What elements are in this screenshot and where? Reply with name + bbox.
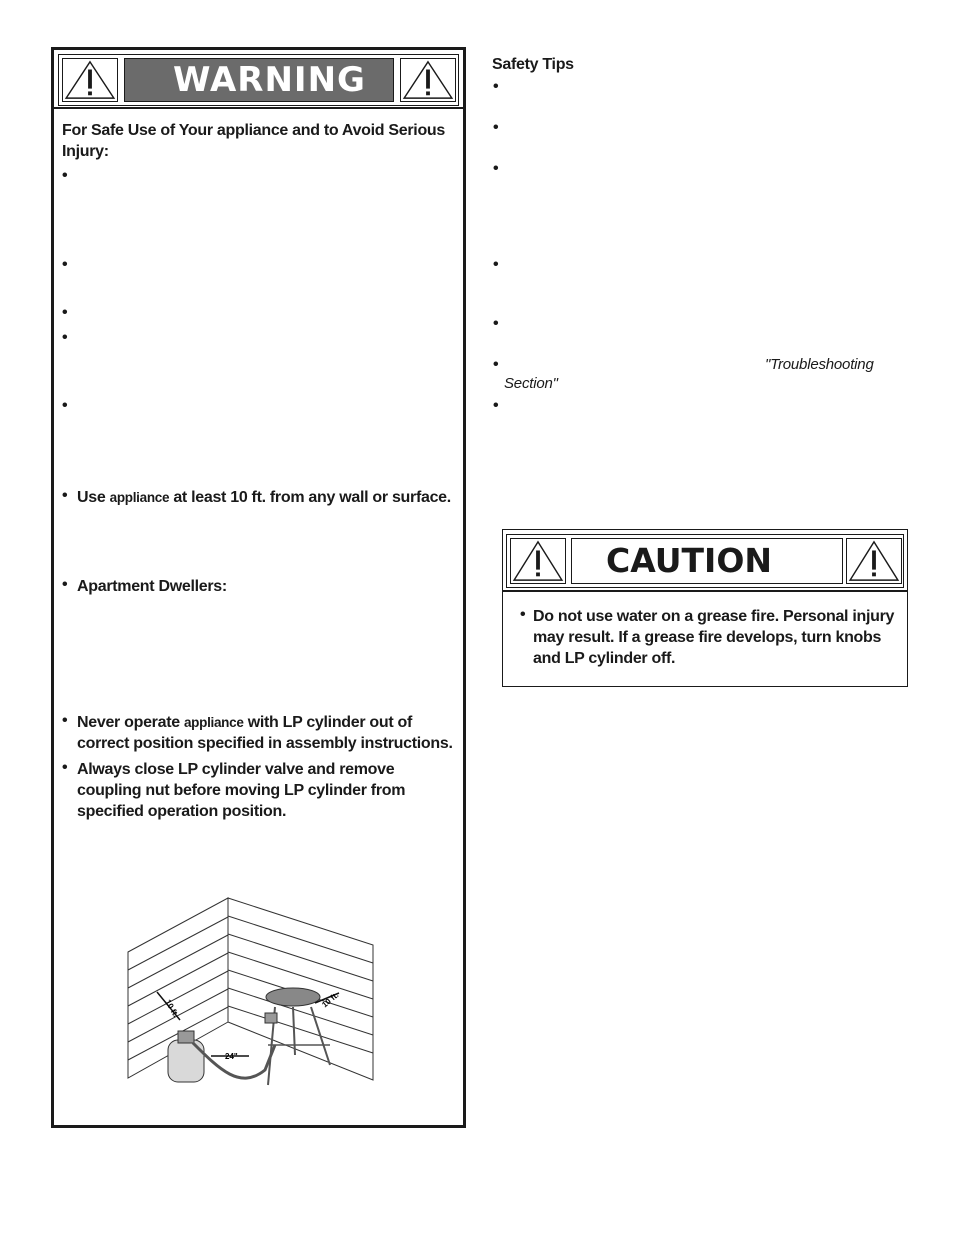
caution-title: CAUTION <box>571 538 843 584</box>
bullet-marker: • <box>493 315 499 332</box>
caution-header <box>506 534 904 588</box>
warning-bullet: Never operate appliance with LP cylinder out of correct position specified in assembly instructions. <box>77 714 453 752</box>
warning-bullet: Always close LP cylinder valve and remove coupling nut before moving LP cylinder from specified operation position. <box>77 761 406 820</box>
bullet-marker: • <box>62 712 68 729</box>
warning-bullet: Apartment Dwellers: <box>77 578 227 595</box>
bullet-marker: • <box>62 304 68 321</box>
bullet-marker: • <box>493 160 499 177</box>
bullet-marker: • <box>493 119 499 136</box>
hose-distance-label: 24" <box>225 1052 238 1061</box>
warning-triangle-icon <box>400 58 456 102</box>
bullet-marker: • <box>493 356 499 373</box>
divider <box>54 107 463 109</box>
bullet-marker: • <box>493 256 499 273</box>
bullet-marker: • <box>62 167 68 184</box>
caution-panel <box>502 529 908 687</box>
warning-triangle-icon <box>846 538 902 584</box>
bullet-marker: • <box>62 329 68 346</box>
warning-intro: For Safe Use of Your appliance and to Avoid Serious Injury: <box>62 122 445 160</box>
warning-triangle-icon <box>62 58 118 102</box>
warning-bullet: Use appliance at least 10 ft. from any wall or surface. <box>77 489 451 506</box>
bullet-marker: • <box>62 759 68 776</box>
bullet-marker: • <box>62 576 68 593</box>
back-distance-label: 10 ft. <box>320 990 341 1010</box>
bullet-marker: • <box>493 397 499 414</box>
bullet-marker: • <box>520 606 526 623</box>
warning-header <box>58 54 459 106</box>
caution-text: Do not use water on a grease fire. Personal injury may result. If a grease fire develops, turn knobs and LP cylinder off. <box>533 608 895 667</box>
bullet-marker: • <box>62 256 68 273</box>
side-distance-label: 10 ft. <box>163 998 181 1019</box>
troubleshooting-reference: "Troubleshooting <box>765 356 874 373</box>
warning-title: WARNING <box>124 58 394 102</box>
safety-tips-title: Safety Tips <box>492 56 574 73</box>
warning-triangle-icon <box>510 538 566 584</box>
troubleshooting-reference-cont: Section" <box>504 375 558 392</box>
bullet-marker: • <box>493 78 499 95</box>
bullet-marker: • <box>62 487 68 504</box>
placement-diagram <box>125 895 375 1100</box>
divider <box>503 590 907 592</box>
bullet-marker: • <box>62 397 68 414</box>
